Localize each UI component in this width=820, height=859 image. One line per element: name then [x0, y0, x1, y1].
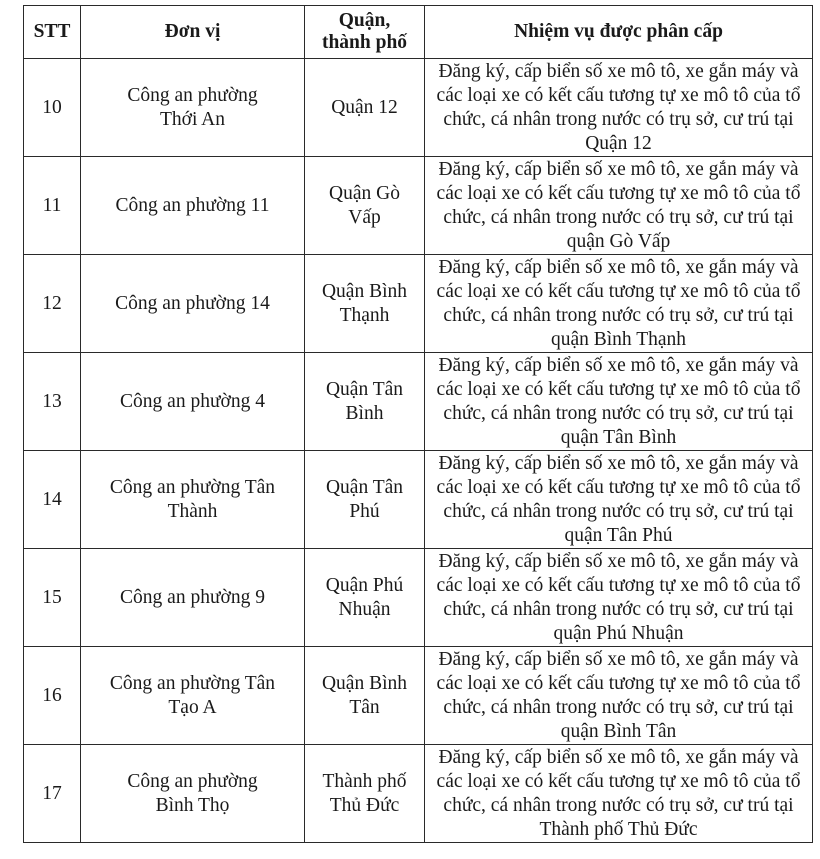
- cell-unit: [81, 255, 305, 353]
- district-line: Quận Bình: [321, 672, 408, 694]
- task-line: chức, cá nhân trong nước có trụ sở, cư trú tại: [443, 304, 794, 326]
- table-header-row: [24, 6, 813, 59]
- task-line: các loại xe có kết cấu tương tự xe mô tô của tổ: [436, 378, 801, 400]
- task-line: quận Tân Phú: [564, 524, 673, 546]
- table-row: [24, 353, 813, 451]
- unit-line: Công an phường 9: [120, 586, 265, 608]
- cell-task: [425, 745, 813, 843]
- cell-unit: [81, 157, 305, 255]
- cell-district: [305, 451, 425, 549]
- task-line: Đăng ký, cấp biển số xe mô tô, xe gắn máy và: [438, 158, 799, 180]
- task-line: chức, cá nhân trong nước có trụ sở, cư trú tại: [443, 696, 794, 718]
- cell-task: [425, 353, 813, 451]
- header-task: Nhiệm vụ được phân cấp: [425, 6, 813, 59]
- district-line: Bình: [345, 402, 384, 424]
- task-line: Quận 12: [585, 132, 652, 154]
- unit-line: Công an phường Tân: [109, 476, 276, 498]
- cell-stt: 13: [24, 353, 81, 451]
- cell-stt: 15: [24, 549, 81, 647]
- cell-task: [425, 647, 813, 745]
- task-line: Đăng ký, cấp biển số xe mô tô, xe gắn máy và: [438, 550, 799, 572]
- cell-district: [305, 745, 425, 843]
- cell-stt: 14: [24, 451, 81, 549]
- task-line: các loại xe có kết cấu tương tự xe mô tô của tổ: [436, 574, 801, 596]
- unit-line: Tạo A: [168, 696, 217, 718]
- task-line: chức, cá nhân trong nước có trụ sở, cư trú tại: [443, 206, 794, 228]
- cell-task: [425, 451, 813, 549]
- table-row: [24, 745, 813, 843]
- district-line: Nhuận: [338, 598, 391, 620]
- cell-unit: [81, 549, 305, 647]
- district-line: Quận Bình: [321, 280, 408, 302]
- cell-unit: [81, 745, 305, 843]
- task-line: Đăng ký, cấp biển số xe mô tô, xe gắn máy và: [438, 354, 799, 376]
- task-line: quận Gò Vấp: [566, 230, 671, 252]
- cell-district: [305, 59, 425, 157]
- district-line: Tân: [349, 696, 380, 718]
- task-line: Đăng ký, cấp biển số xe mô tô, xe gắn máy và: [438, 746, 799, 768]
- task-line: Đăng ký, cấp biển số xe mô tô, xe gắn máy và: [438, 60, 799, 82]
- cell-task: [425, 59, 813, 157]
- task-line: quận Bình Thạnh: [550, 328, 687, 350]
- unit-line: Công an phường 14: [115, 292, 270, 314]
- task-line: chức, cá nhân trong nước có trụ sở, cư trú tại: [443, 794, 794, 816]
- unit-line: Công an phường: [127, 770, 258, 792]
- unit-line: Bình Thọ: [155, 794, 230, 816]
- district-line: Phú: [349, 500, 380, 522]
- document-page: [23, 5, 813, 843]
- district-line: Thành phố: [322, 770, 407, 792]
- task-line: các loại xe có kết cấu tương tự xe mô tô của tổ: [436, 182, 801, 204]
- unit-line: Công an phường Tân: [109, 672, 276, 694]
- task-line: chức, cá nhân trong nước có trụ sở, cư trú tại: [443, 402, 794, 424]
- task-line: quận Tân Bình: [560, 426, 677, 448]
- unit-line: Công an phường 11: [115, 194, 270, 216]
- unit-line: Thới An: [159, 108, 226, 130]
- task-line: các loại xe có kết cấu tương tự xe mô tô của tổ: [436, 770, 801, 792]
- cell-district: [305, 353, 425, 451]
- cell-stt: 17: [24, 745, 81, 843]
- cell-task: [425, 157, 813, 255]
- district-line: Quận Tân: [325, 476, 404, 498]
- task-line: quận Phú Nhuận: [553, 622, 684, 644]
- district-line: Quận Phú: [325, 574, 404, 596]
- cell-unit: [81, 451, 305, 549]
- task-line: chức, cá nhân trong nước có trụ sở, cư trú tại: [443, 108, 794, 130]
- task-line: các loại xe có kết cấu tương tự xe mô tô của tổ: [436, 476, 801, 498]
- task-line: các loại xe có kết cấu tương tự xe mô tô của tổ: [436, 84, 801, 106]
- header-unit: Đơn vị: [81, 6, 305, 59]
- district-line: Quận Gò: [329, 182, 400, 204]
- district-line: Quận Tân: [325, 378, 404, 400]
- table-row: [24, 59, 813, 157]
- task-line: Đăng ký, cấp biển số xe mô tô, xe gắn máy và: [438, 452, 799, 474]
- task-line: Đăng ký, cấp biển số xe mô tô, xe gắn máy và: [438, 256, 799, 278]
- table-row: [24, 549, 813, 647]
- district-line: Quận 12: [331, 96, 398, 118]
- table-row: [24, 647, 813, 745]
- unit-line: Công an phường 4: [120, 390, 265, 412]
- cell-district: [305, 647, 425, 745]
- table-row: [24, 451, 813, 549]
- cell-unit: [81, 59, 305, 157]
- header-stt: STT: [24, 6, 81, 59]
- district-line: Thủ Đức: [329, 794, 400, 816]
- header-district-line: thành phố: [321, 32, 408, 53]
- task-line: chức, cá nhân trong nước có trụ sở, cư trú tại: [443, 598, 794, 620]
- task-line: quận Bình Tân: [560, 720, 677, 742]
- task-line: Đăng ký, cấp biển số xe mô tô, xe gắn máy và: [438, 648, 799, 670]
- cell-stt: 12: [24, 255, 81, 353]
- task-line: các loại xe có kết cấu tương tự xe mô tô của tổ: [436, 672, 801, 694]
- cell-unit: [81, 647, 305, 745]
- cell-stt: 16: [24, 647, 81, 745]
- cell-district: [305, 255, 425, 353]
- cell-stt: 11: [24, 157, 81, 255]
- table-row: [24, 157, 813, 255]
- cell-task: [425, 255, 813, 353]
- cell-district: [305, 157, 425, 255]
- task-line: chức, cá nhân trong nước có trụ sở, cư trú tại: [443, 500, 794, 522]
- header-district-line: Quận,: [338, 10, 391, 31]
- cell-stt: 10: [24, 59, 81, 157]
- cell-district: [305, 549, 425, 647]
- unit-line: Thành: [167, 500, 218, 522]
- cell-unit: [81, 353, 305, 451]
- unit-line: Công an phường: [127, 84, 258, 106]
- cell-task: [425, 549, 813, 647]
- table-row: [24, 255, 813, 353]
- district-line: Thạnh: [339, 304, 390, 326]
- table-body: [24, 59, 813, 843]
- delegation-table: [23, 5, 813, 843]
- task-line: Thành phố Thủ Đức: [539, 818, 698, 840]
- header-district: [305, 6, 425, 59]
- district-line: Vấp: [348, 206, 381, 228]
- task-line: các loại xe có kết cấu tương tự xe mô tô của tổ: [436, 280, 801, 302]
